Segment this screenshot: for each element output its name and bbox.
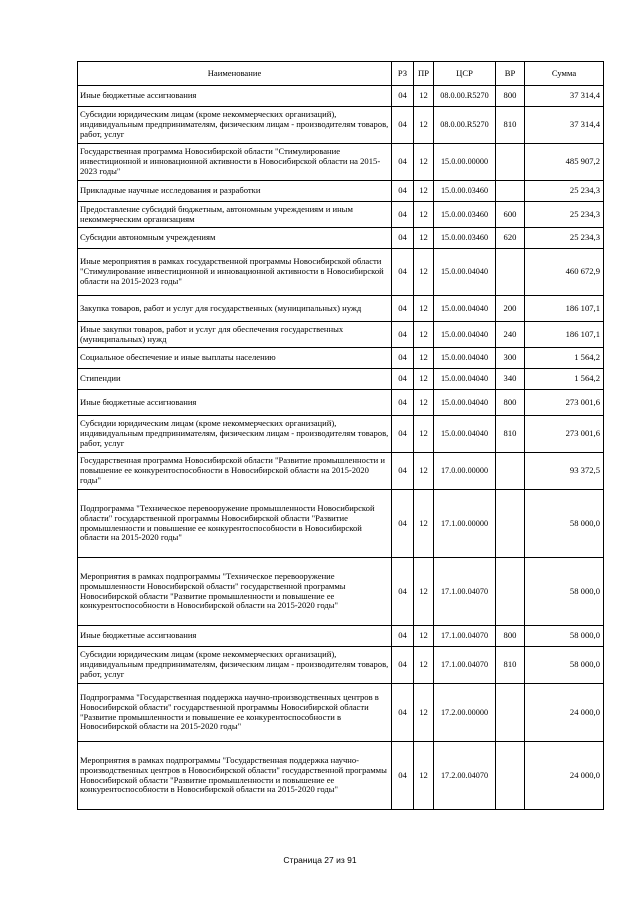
cell-pr: 12 (414, 181, 434, 202)
table-row (78, 416, 604, 453)
cell-csr: 15.0.00.04040 (434, 416, 496, 453)
cell-rz: 04 (392, 558, 414, 626)
cell-name: Субсидии юридическим лицам (кроме некоммерческих организаций), индивидуальным предпринимателям, физическим лицам - производителям товаров, работ, услуг (78, 647, 392, 684)
cell-vr: 810 (496, 647, 525, 684)
cell-name: Субсидии юридическим лицам (кроме некоммерческих организаций), индивидуальным предпринимателям, физическим лицам - производителям товаров, работ, услуг (78, 107, 392, 144)
cell-vr (496, 558, 525, 626)
cell-sum: 273 001,6 (525, 416, 604, 453)
cell-pr: 12 (414, 416, 434, 453)
cell-rz: 04 (392, 228, 414, 249)
cell-sum: 485 907,2 (525, 144, 604, 181)
cell-csr: 17.2.00.04070 (434, 742, 496, 810)
header-rz: РЗ (392, 62, 414, 86)
cell-sum: 1 564,2 (525, 348, 604, 369)
cell-csr: 08.0.00.R5270 (434, 86, 496, 107)
cell-name: Мероприятия в рамках подпрограммы "Государственная поддержка научно-производственных центров в Новосибирской области" государственной программы Новосибирской области "Развитие промышленности и повышение ее конкурентоспособности в Новосибирской области на 2015-2020 годы" (78, 742, 392, 810)
cell-sum: 25 234,3 (525, 202, 604, 228)
cell-name: Государственная программа Новосибирской области "Стимулирование инвестиционной и инновационной активности в Новосибирской области на 2015-2023 годы" (78, 144, 392, 181)
cell-rz: 04 (392, 107, 414, 144)
cell-vr: 300 (496, 348, 525, 369)
cell-rz: 04 (392, 249, 414, 296)
cell-pr: 12 (414, 144, 434, 181)
table-header-row (78, 62, 604, 86)
cell-rz: 04 (392, 322, 414, 348)
cell-name: Закупка товаров, работ и услуг для государственных (муниципальных) нужд (78, 296, 392, 322)
header-sum: Сумма (525, 62, 604, 86)
table-row (78, 453, 604, 490)
cell-vr (496, 490, 525, 558)
cell-csr: 15.0.00.03460 (434, 181, 496, 202)
cell-name: Прикладные научные исследования и разработки (78, 181, 392, 202)
cell-sum: 25 234,3 (525, 228, 604, 249)
table-row (78, 202, 604, 228)
cell-pr: 12 (414, 202, 434, 228)
table-row (78, 684, 604, 742)
table-row (78, 181, 604, 202)
page-number: Страница 27 из 91 (283, 855, 357, 865)
cell-pr: 12 (414, 626, 434, 647)
table-row (78, 249, 604, 296)
cell-sum: 37 314,4 (525, 107, 604, 144)
cell-vr: 800 (496, 626, 525, 647)
cell-pr: 12 (414, 453, 434, 490)
cell-sum: 24 000,0 (525, 742, 604, 810)
cell-pr: 12 (414, 369, 434, 390)
table-row (78, 626, 604, 647)
cell-csr: 17.2.00.00000 (434, 684, 496, 742)
cell-vr (496, 684, 525, 742)
cell-pr: 12 (414, 490, 434, 558)
table-row (78, 647, 604, 684)
cell-name: Иные бюджетные ассигнования (78, 86, 392, 107)
cell-vr: 810 (496, 107, 525, 144)
cell-sum: 273 001,6 (525, 390, 604, 416)
table-row (78, 144, 604, 181)
cell-csr: 17.1.00.04070 (434, 558, 496, 626)
cell-csr: 15.0.00.03460 (434, 228, 496, 249)
budget-table (77, 61, 604, 810)
cell-sum: 37 314,4 (525, 86, 604, 107)
table-row (78, 322, 604, 348)
cell-name: Субсидии автономным учреждениям (78, 228, 392, 249)
cell-csr: 15.0.00.04040 (434, 249, 496, 296)
cell-sum: 58 000,0 (525, 490, 604, 558)
table-row (78, 228, 604, 249)
cell-name: Иные бюджетные ассигнования (78, 390, 392, 416)
cell-rz: 04 (392, 626, 414, 647)
cell-rz: 04 (392, 202, 414, 228)
cell-pr: 12 (414, 86, 434, 107)
cell-csr: 15.0.00.04040 (434, 348, 496, 369)
cell-csr: 17.1.00.04070 (434, 647, 496, 684)
cell-csr: 15.0.00.00000 (434, 144, 496, 181)
cell-pr: 12 (414, 348, 434, 369)
cell-rz: 04 (392, 296, 414, 322)
table-row (78, 348, 604, 369)
cell-rz: 04 (392, 390, 414, 416)
cell-rz: 04 (392, 416, 414, 453)
cell-sum: 1 564,2 (525, 369, 604, 390)
cell-vr: 800 (496, 86, 525, 107)
table-row (78, 558, 604, 626)
table-row (78, 86, 604, 107)
cell-name: Социальное обеспечение и иные выплаты населению (78, 348, 392, 369)
header-pr: ПР (414, 62, 434, 86)
cell-sum: 24 000,0 (525, 684, 604, 742)
cell-sum: 58 000,0 (525, 558, 604, 626)
cell-vr (496, 144, 525, 181)
cell-pr: 12 (414, 249, 434, 296)
cell-vr: 200 (496, 296, 525, 322)
cell-csr: 17.0.00.00000 (434, 453, 496, 490)
table-row (78, 296, 604, 322)
cell-sum: 58 000,0 (525, 626, 604, 647)
cell-name: Государственная программа Новосибирской области "Развитие промышленности и повышение ее конкурентоспособности в Новосибирской области на 2015-2020 годы" (78, 453, 392, 490)
cell-csr: 17.1.00.00000 (434, 490, 496, 558)
table-row (78, 742, 604, 810)
cell-name: Иные закупки товаров, работ и услуг для обеспечения государственных (муниципальных) нужд (78, 322, 392, 348)
cell-name: Иные мероприятия в рамках государственной программы Новосибирской области "Стимулирование инвестиционной и инновационной активности в Новосибирской области на 2015-2023 годы" (78, 249, 392, 296)
cell-vr: 340 (496, 369, 525, 390)
cell-sum: 186 107,1 (525, 296, 604, 322)
cell-rz: 04 (392, 742, 414, 810)
cell-pr: 12 (414, 742, 434, 810)
cell-vr (496, 453, 525, 490)
cell-name: Подпрограмма "Государственная поддержка научно-производственных центров в Новосибирской области" государственной программы Новосибирской области "Развитие промышленности и повышение ее конкурентоспособности в Новосибирской области на 2015-2020 годы" (78, 684, 392, 742)
cell-name: Мероприятия в рамках подпрограммы "Техническое перевооружение промышленности Новосибирской области" государственной программы Новосибирской области "Развитие промышленности и повышение ее конкурентоспособности в Новосибирской области на 2015-2020 годы" (78, 558, 392, 626)
cell-sum: 25 234,3 (525, 181, 604, 202)
cell-csr: 17.1.00.04070 (434, 626, 496, 647)
cell-rz: 04 (392, 144, 414, 181)
cell-name: Стипендии (78, 369, 392, 390)
cell-pr: 12 (414, 107, 434, 144)
table-row (78, 107, 604, 144)
cell-vr (496, 249, 525, 296)
cell-sum: 460 672,9 (525, 249, 604, 296)
cell-pr: 12 (414, 322, 434, 348)
table-body (78, 86, 604, 810)
table-row (78, 369, 604, 390)
table-row (78, 490, 604, 558)
cell-vr (496, 181, 525, 202)
cell-csr: 15.0.00.04040 (434, 369, 496, 390)
cell-name: Иные бюджетные ассигнования (78, 626, 392, 647)
header-csr: ЦСР (434, 62, 496, 86)
cell-name: Подпрограмма "Техническое перевооружение промышленности Новосибирской области" государственной программы Новосибирской области "Развитие промышленности и повышение ее конкурентоспособности в Новосибирской области на 2015-2020 годы" (78, 490, 392, 558)
cell-rz: 04 (392, 348, 414, 369)
cell-pr: 12 (414, 228, 434, 249)
cell-csr: 15.0.00.04040 (434, 296, 496, 322)
cell-pr: 12 (414, 296, 434, 322)
cell-pr: 12 (414, 647, 434, 684)
cell-csr: 15.0.00.03460 (434, 202, 496, 228)
cell-vr: 600 (496, 202, 525, 228)
cell-rz: 04 (392, 453, 414, 490)
header-vr: ВР (496, 62, 525, 86)
cell-csr: 15.0.00.04040 (434, 390, 496, 416)
cell-vr: 240 (496, 322, 525, 348)
cell-name: Субсидии юридическим лицам (кроме некоммерческих организаций), индивидуальным предпринимателям, физическим лицам - производителям товаров, работ, услуг (78, 416, 392, 453)
cell-sum: 186 107,1 (525, 322, 604, 348)
cell-rz: 04 (392, 181, 414, 202)
cell-name: Предоставление субсидий бюджетным, автономным учреждениям и иным некоммерческим организациям (78, 202, 392, 228)
cell-rz: 04 (392, 684, 414, 742)
cell-rz: 04 (392, 490, 414, 558)
cell-sum: 93 372,5 (525, 453, 604, 490)
cell-pr: 12 (414, 390, 434, 416)
cell-csr: 08.0.00.R5270 (434, 107, 496, 144)
cell-pr: 12 (414, 558, 434, 626)
cell-vr: 800 (496, 390, 525, 416)
cell-rz: 04 (392, 647, 414, 684)
header-name: Наименование (78, 62, 392, 86)
cell-csr: 15.0.00.04040 (434, 322, 496, 348)
cell-vr (496, 742, 525, 810)
cell-vr: 810 (496, 416, 525, 453)
table-row (78, 390, 604, 416)
cell-pr: 12 (414, 684, 434, 742)
cell-vr: 620 (496, 228, 525, 249)
cell-rz: 04 (392, 369, 414, 390)
cell-sum: 58 000,0 (525, 647, 604, 684)
cell-rz: 04 (392, 86, 414, 107)
